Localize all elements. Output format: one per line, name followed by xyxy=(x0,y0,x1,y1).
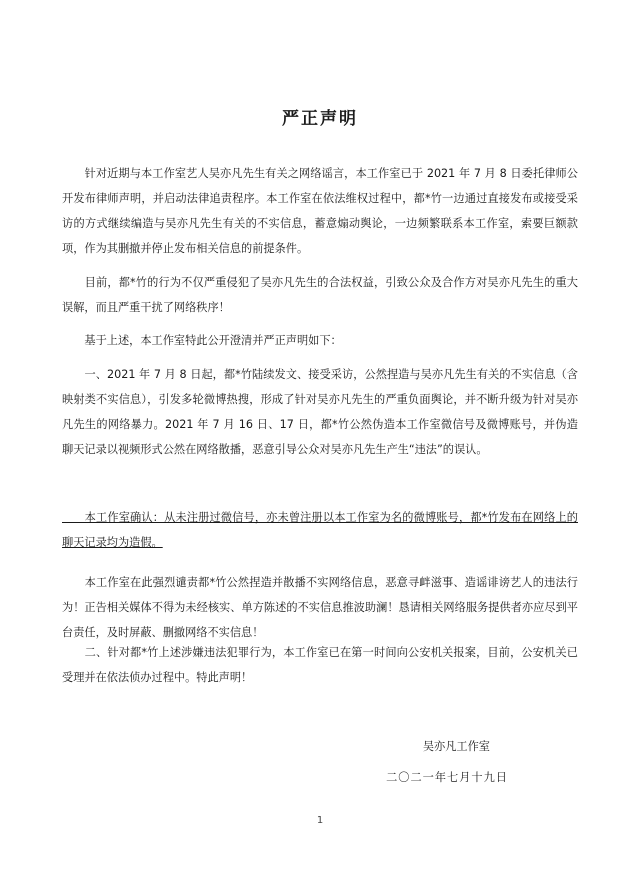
document-title: 严正声明 xyxy=(282,109,358,129)
paragraph-declaration-lead: 基于上述，本工作室特此公开澄清并严正声明如下： xyxy=(62,334,342,347)
paragraph-intro: 针对近期与本工作室艺人吴亦凡先生有关之网络谣言，本工作室已于 2021 年 7 月 8 日委托律师公开发布律师声明，并启动法律追责程序。本工作室在依法维权过程中，都*竹一边通过直接发布或接受采访的方式继续编造与吴亦凡先生有关的不实信息，蓄意煽动舆论，一边频繁联系本工作室，索要巨额款项，作为其删撤并停止发布相关信息的前提条件。 xyxy=(62,167,578,255)
signature-name: 吴亦凡工作室 xyxy=(422,740,490,753)
signature-date: 二〇二一年七月十九日 xyxy=(386,771,508,784)
page-number: 1 xyxy=(316,815,324,826)
paragraph-current-situation: 目前，都*竹的行为不仅严重侵犯了吴亦凡先生的合法权益，引致公众及合作方对吴亦凡先生的重大误解，而且严重干扰了网络秩序！ xyxy=(62,276,578,314)
paragraph-condemnation: 本工作室在此强烈谴责都*竹公然捏造并散播不实网络信息，恶意寻衅滋事、造谣诽谤艺人的违法行为！正告相关媒体不得为未经核实、单方陈述的不实信息推波助澜！恳请相关网络服务提供者亦应尽到平台责任，及时屏蔽、删撤网络不实信息！ xyxy=(62,576,578,639)
paragraph-point-one: 一、2021 年 7 月 8 日起，都*竹陆续发文、接受采访，公然捏造与吴亦凡先生有关的不实信息（含映射类不实信息），引发多轮微博热搜，形成了针对吴亦凡先生的严重负面舆论，并不断升级为针对吴亦凡先生的网络暴力。2021 年 7 月 16 日、17 日，都*竹公然伪造本工作室微信号及微博账号，并伪造聊天记录以视频形式公然在网络散播，恶意引导公众对吴亦凡先生产生“违法”的误认。 xyxy=(62,368,578,456)
paragraph-confirmation: 本工作室确认：从未注册过微信号，亦未曾注册以本工作室为名的微博账号，都*竹发布在网络上的聊天记录均为造假。 xyxy=(62,511,578,549)
paragraph-point-two: 二、针对都*竹上述涉嫌违法犯罪行为，本工作室已在第一时间向公安机关报案，目前，公安机关已受理并在依法侦办过程中。特此声明！ xyxy=(62,646,578,684)
